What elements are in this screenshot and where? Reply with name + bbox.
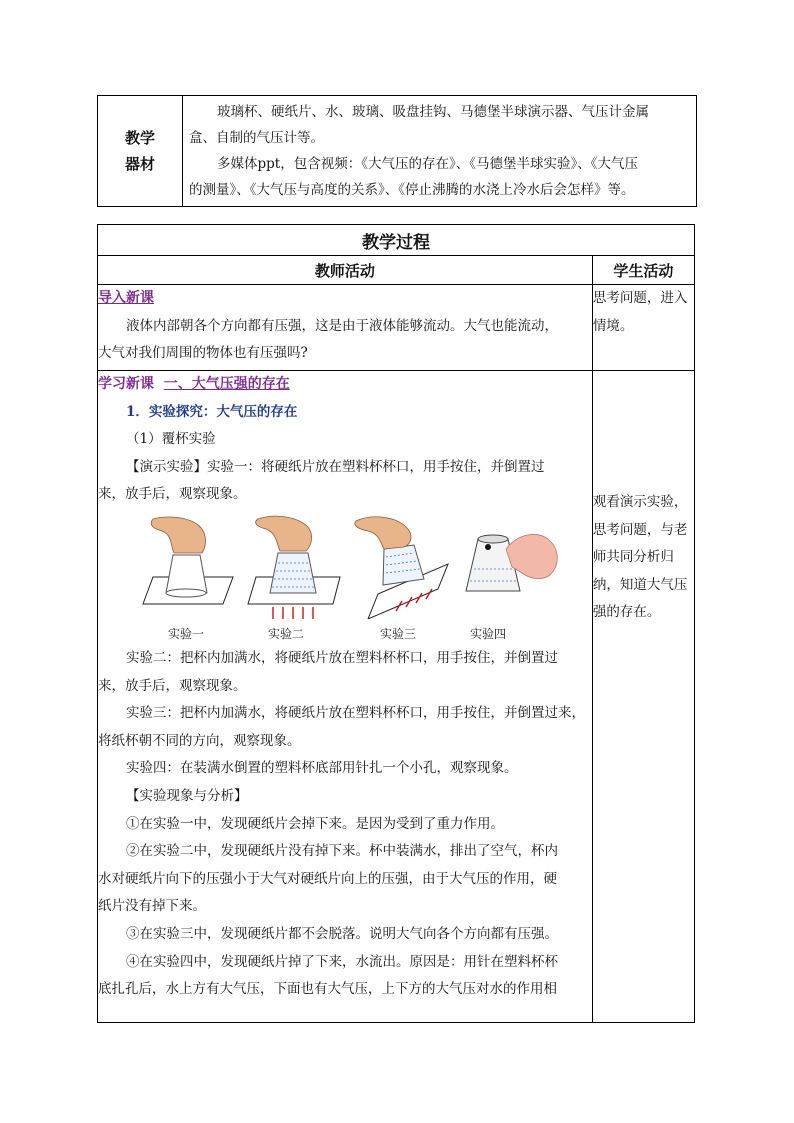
analysis-2-c: 纸片没有掉下来。 [98, 898, 206, 915]
figure-label-4: 实验四 [470, 626, 507, 641]
figure-label-1: 实验一 [168, 626, 205, 641]
figure-label-2: 实验二 [268, 626, 305, 641]
exp2-line-a: 实验二：把杯内加满水，将硬纸片放在塑料杯杯口，用手按住，并倒置过 [126, 649, 558, 666]
experiment-illustration [98, 509, 578, 619]
experiment-three-image [355, 517, 448, 619]
lesson-item1: （1）覆杯实验 [126, 431, 216, 448]
intro-teacher-cell [98, 285, 593, 371]
analysis-2-b: 水对硬纸片向下的压强小于大气对硬纸片向上的压强，由于大气压的作用，硬 [98, 870, 557, 887]
analysis-4-b: 底扎孔后，水上方有大气压，下面也有大气压，上下方的大气压对水的作用相 [98, 981, 557, 998]
analysis-2-a: ②在实验二中，发现硬纸片没有掉下来。杯中装满水，排出了空气，杯内 [126, 843, 558, 860]
process-title: 教学过程 [98, 225, 695, 256]
analysis-4-a: ④在实验四中，发现硬纸片掉了下来，水流出。原因是：用针在塑料杯杯 [126, 953, 558, 970]
intro-section-title: 导入新课 [98, 290, 154, 306]
experiment-two-image [248, 516, 340, 619]
equipment-line1: 玻璃杯、硬纸片、水、玻璃、吸盘挂钩、马德堡半球演示器、气压计金属 [217, 104, 649, 120]
intro-line1: 液体内部朝各个方向都有压强，这是由于液体能够流动。大气也能流动， [126, 317, 558, 334]
equipment-line2: 盒、自制的气压计等。 [189, 130, 324, 146]
lesson-section-title: 学习新课 一、大气压强的存在 [98, 376, 290, 392]
process-table [97, 224, 695, 1023]
experiment-four-image [466, 534, 557, 591]
demo-line-b: 来，放手后，观察现象。 [98, 486, 247, 503]
analysis-3: ③在实验三中，发现硬纸片都不会脱落。说明大气向各个方向都有压强。 [126, 925, 558, 942]
experiment-figure-labels [98, 621, 592, 641]
lesson-teacher-cell [98, 371, 593, 1023]
lesson-subsection: 1．实验探究：大气压的存在 [126, 403, 298, 420]
intro-line2: 大气对我们周围的物体也有压强吗? [98, 345, 308, 362]
equipment-line3: 多媒体ppt，包含视频：《大气压的存在》、《马德堡半球实验》、《大气压 [217, 156, 638, 172]
equipment-line4: 的测量》、《大气压与高度的关系》、《停止沸腾的水浇上冷水后会怎样》等。 [189, 182, 635, 198]
equipment-content [183, 96, 697, 207]
equipment-label [98, 96, 183, 207]
analysis-title: 【实验现象与分析】 [126, 787, 248, 804]
equipment-table [97, 95, 697, 207]
figure-label-3: 实验三 [380, 626, 417, 641]
demo-line-a: 【演示实验】实验一：将硬纸片放在塑料杯杯口，用手按住，并倒置过 [126, 458, 545, 475]
equipment-label-line1: 教学 [124, 129, 155, 147]
experiment-figure [98, 509, 592, 645]
exp4-line: 实验四：在装满水倒置的塑料杯底部用针扎一个小孔，观察现象。 [126, 760, 518, 777]
lesson-student-cell: 观看演示实验，思考问题，与老师共同分析归纳，知道大气压强的存在。 [592, 371, 694, 1023]
equipment-label-line2: 器材 [124, 155, 155, 173]
intro-student-cell: 思考问题，进入情境。 [592, 285, 694, 371]
analysis-1: ①在实验一中，发现硬纸片会掉下来。是因为受到了重力作用。 [126, 815, 504, 832]
experiment-one-image [143, 517, 233, 604]
exp3-line-b: 将纸杯朝不同的方向，观察现象。 [98, 732, 301, 749]
exp2-line-b: 来，放手后，观察现象。 [98, 677, 247, 694]
student-column-header: 学生活动 [592, 256, 694, 285]
teacher-column-header: 教师活动 [98, 256, 593, 285]
exp3-line-a: 实验三：把杯内加满水，将硬纸片放在塑料杯杯口，用手按住，并倒置过来， [126, 705, 585, 722]
